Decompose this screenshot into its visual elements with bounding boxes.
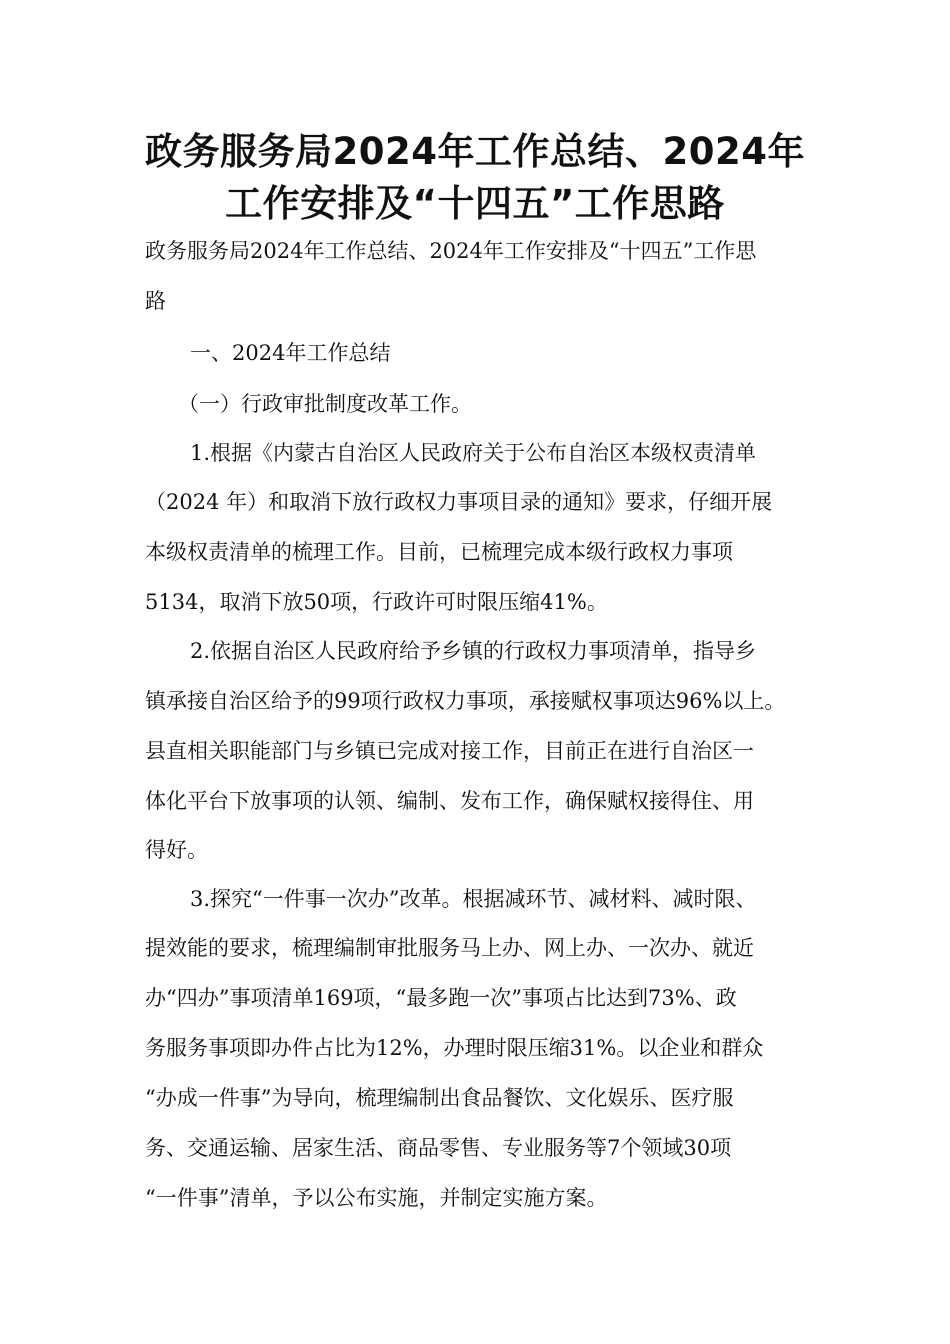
document-title-line-2: 工作安排及“十四五”工作思路 [225,182,725,225]
paragraph-line: 办“四办”事项清单169项，“最多跑一次”事项占比达到73%、政 [145,986,737,1010]
subtitle-line-1: 政务服务局2024年工作总结、2024年工作安排及“十四五”工作思 [145,239,757,263]
paragraph-line: 3.探究“一件事一次办”改革。根据减环节、减材料、减时限、 [190,887,757,911]
paragraph-line: 务、交通运输、居家生活、商品零售、专业服务等7个领域30项 [145,1136,732,1160]
paragraph-line: 县直相关职能部门与乡镇已完成对接工作，目前正在进行自治区一 [145,739,754,763]
section-heading: 一、2024年工作总结 [190,341,391,365]
paragraph-line: 本级权责清单的梳理工作。目前，已梳理完成本级行政权力事项 [145,540,733,564]
document-title-line-1: 政务服务局2024年工作总结、2024年 [145,130,805,173]
paragraph-line: 镇承接自治区给予的99项行政权力事项，承接赋权事项达96%以上。 [145,689,786,713]
paragraph-line: 1.根据《内蒙古自治区人民政府关于公布自治区本级权责清单 [190,441,757,465]
paragraph-line: “一件事”清单，予以公布实施，并制定实施方案。 [145,1186,608,1210]
paragraph-line: 提效能的要求，梳理编制审批服务马上办、网上办、一次办、就近 [145,936,754,960]
paragraph-line: （2024 年）和取消下放行政权力事项目录的通知》要求，仔细开展 [145,490,773,514]
subsection-heading: （一）行政审批制度改革工作。 [178,392,472,416]
paragraph-line: “办成一件事”为导向，梳理编制出食品餐饮、文化娱乐、医疗服 [145,1086,734,1110]
subtitle-line-2: 路 [145,289,166,313]
paragraph-line: 体化平台下放事项的认领、编制、发布工作，确保赋权接得住、用 [145,789,754,813]
paragraph-line: 2.依据自治区人民政府给予乡镇的行政权力事项清单，指导乡 [190,639,757,663]
paragraph-line: 得好。 [145,838,208,862]
paragraph-line: 务服务事项即办件占比为12%，办理时限压缩31%。以企业和群众 [145,1036,764,1060]
paragraph-line: 5134，取消下放50项，行政许可时限压缩41%。 [145,590,608,614]
